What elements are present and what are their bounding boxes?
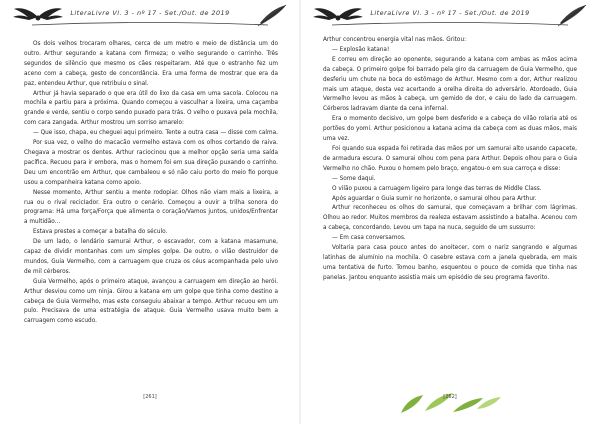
paragraph: Os dois velhos trocaram olhares, cerca de um metro e meio de distância um do outro. Arthur segurando a katana com firmeza; o velho segurando o carrinho. Três segundos de silêncio que mesmo os cães respeitaram. Até que o estranho fez um aceno com a cabeça, gesto de concordância. Era uma forma de mostrar que era da paz, entendeu Arthur, que retribuiu o sinal.	[24, 41, 278, 87]
story-text	[24, 40, 278, 327]
paragraph: Estava prestes a começar a batalha do século.	[33, 229, 168, 236]
header-title: LiteraLivre Vl. 3 - nº 17 - Set./Out. de 2019	[370, 9, 530, 17]
page-number: [261]	[143, 394, 157, 400]
paragraph: De um lado, o lendário samurai Arthur, o escavador, com a katana masamune, capaz de dividir montanhas com um simples golpe. De outro, o vilão destruidor de mundos, Guia Vermelho, com a carruagem que cruza os céus acompanhada pelo uivo de mil cérberos.	[24, 239, 278, 275]
story-text	[323, 36, 577, 284]
paragraph: Após aguardar o Guia sumir no horizonte, o samurai olhou para Arthur.	[332, 195, 537, 202]
paragraph: Foi quando sua espada foi retirada das mãos por um samurai alto usando capacete, de armadura escura. O samurai olhou com pena para Arthur. Depois olhou para o Guia Vermelho no chão. Puxou o homem pelo braço, engatou-o em sua carroça e disse:	[323, 145, 577, 172]
paragraph: — Some daqui.	[332, 175, 376, 182]
paragraph: O vilão puxou a carruagem ligeiro para longe das terras de Middle Class.	[332, 185, 542, 192]
paragraph: Voltaria para casa pouco antes do anoitecer, com o nariz sangrando e algumas latinhas de alumínio na mochila. O casebre estava com a janela quebrada, em mais uma tentativa de furto. Tomou banho, esquentou o pouco de comida que tinha nas panelas. Jantou enquanto assistia mais um episódio de seu programa favorito.	[323, 245, 577, 281]
paragraph: — Em casa conversamos.	[332, 235, 406, 242]
paragraph: Guia Vermelho, após o primeiro ataque, avançou a carruagem em direção ao herói. Arthur desviou como um ninja. Girou a katana em um golpe que tinha como destino a cabeça de Guia Vermelho, mas este conseguiu abaixar a tempo. Arthur recuou em um pulo. Precisava de uma estratégia de ataque. Guia Vermelho usava muito bem a carruagem como escudo.	[24, 278, 278, 325]
page-header	[10, 3, 290, 29]
leaves-ornament-icon	[395, 385, 505, 415]
paragraph: Arthur reconheceu os olhos do samurai, que começavam a brilhar com lágrimas. Olhou ao redor. Muitos membros da realeza estavam assistindo a batalha. Acenou com a cabeça, concordando. Levou um tapa na nuca, seguido de um sussurro:	[323, 205, 577, 232]
page-number: [262]	[443, 394, 457, 400]
page-header	[310, 3, 590, 29]
paragraph: Arthur já havia separado o que era útil do lixo da casa em uma sacola. Colocou na mochila e partiu para a próxima. Quando começou a vasculhar a lixeira, uma caçamba grande e verde, sentiu o corpo sendo puxado para trás. O velho o puxava pela mochila, com cara zangada. Arthur mostrou um sorriso amarelo:	[24, 90, 278, 127]
paragraph: Por sua vez, o velho do macacão vermelho estava com os olhos cortando de raiva. Chegava a mostrar os dentes. Arthur raciocinou que a melhor opção seria uma saída pacífica. Recuou para ir embora, mas o homem foi em sua direção puxando o carrinho. Deu um encontrão em Arthur, que cambaleou e só não caiu porto do meio fio porque usou a companheira katana como apoio.	[24, 140, 278, 186]
paragraph: — Explosão katana!	[332, 46, 390, 53]
header-title: LiteraLivre Vl. 3 - nº 17 - Set./Out. de 2019	[70, 9, 230, 17]
paragraph: Nesse momento, Arthur sentiu a mente rodopiar. Olhos não viam mais a lixeira, a rua ou o rival recicIador. Era outro o cenário. Começou a ouvir a trilha sonora do programa: Há uma força/Força que alimenta o coração/Vamos juntos, unidos/Enfrentar a multidão…	[24, 189, 278, 226]
right-page	[300, 0, 600, 424]
paragraph: E correu em direção ao oponente, segurando a katana com ambas as mãos acima da cabeça. O primeiro golpe foi barrado pela giro da carruagem de Guia Vermelho, que desferiu um chute na boca do estômago de Arthur. Mesmo com a dor, Arthur realizou mais um ataque, desta vez acertando a orelha direita do adversário. Atordoado, Guia Vermelho levou as mãos à cabeça, um gemido de dor, e caiu do lado da carruagem. Cérberos ladravam diante da cena infernal.	[323, 56, 577, 113]
paragraph: — Que isso, chapa, eu cheguei aqui primeiro. Tente a outra casa — disse com calma.	[33, 130, 278, 137]
paragraph: Era o momento decisivo, um golpe bem desferido e a cabeça do vilão rolaria até os portões do yomi. Arthur posicionou a katana acima da cabeça com as duas mãos, mais uma vez.	[323, 116, 577, 143]
paragraph: Arthur concentrou energia vital nas mãos. Gritou:	[323, 37, 467, 43]
